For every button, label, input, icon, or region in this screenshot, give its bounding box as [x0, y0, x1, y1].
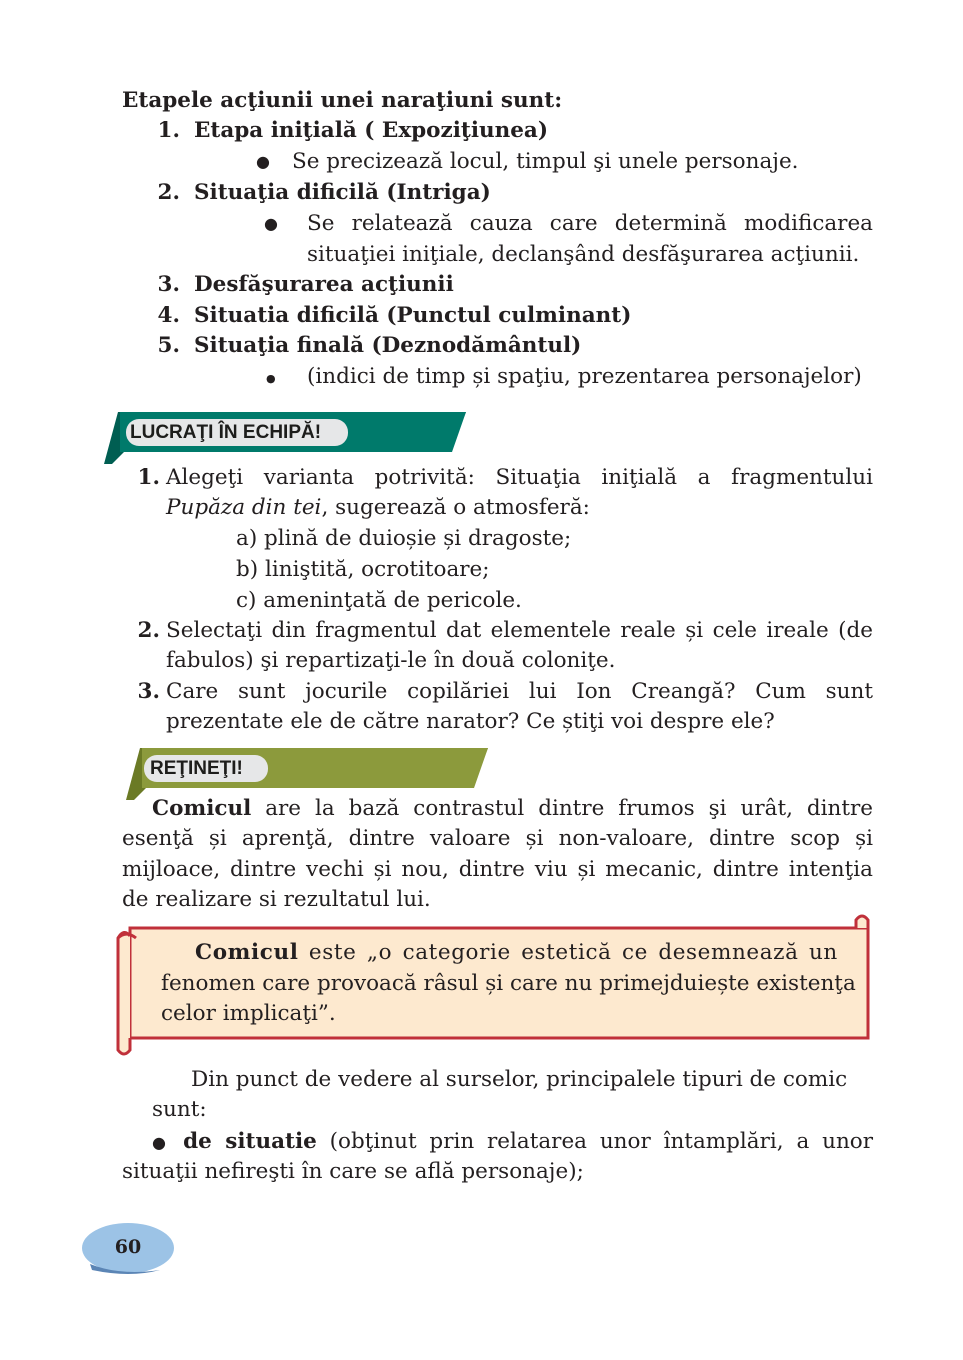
type-item: ● de situatie (obţinut prin relatarea unor întamplări, a unor — [152, 1129, 874, 1154]
type-item-line: situaţii nefireşti în care se află personaje); — [122, 1159, 584, 1184]
scroll-line: celor implicaţi”. — [161, 1001, 336, 1026]
stage-title: Situatia dificilă (Punctul culminant) — [194, 303, 632, 328]
stage-title: Situaţia finală (Deznodământul) — [194, 333, 582, 358]
exercise-text: Selectaţi din fragmentul dat elementele reale și cele ireale (de — [166, 618, 873, 643]
bullet-icon: ● — [266, 372, 276, 385]
scroll-line: Comicul este „o categorie estetică ce desemnează un — [195, 940, 838, 965]
types-intro: Din punct de vedere al surselor, principalele tipuri de comic — [191, 1067, 848, 1092]
stage-number: 4. — [157, 303, 180, 328]
definition-scroll — [116, 908, 876, 1060]
stage-title: Desfăşurarea acţiunii — [194, 272, 454, 297]
stage-number: 3. — [157, 272, 180, 297]
exercise-number: 3. — [137, 679, 160, 704]
bullet-icon: ● — [256, 152, 270, 171]
stage-bullet-text: Se relatează cauza care determină modificarea — [307, 211, 873, 236]
stage-bullet-text: (indici de timp și spaţiu, prezentarea personajelor) — [307, 364, 862, 389]
stage-bullet-text: Se precizează locul, timpul şi unele personaje. — [292, 149, 799, 174]
remember-banner-label: REŢINEŢI! — [150, 758, 243, 779]
comic-term: Comicul — [152, 796, 252, 821]
comic-paragraph-line: de realizare si rezultatul lui. — [122, 887, 431, 912]
exercise-text: Alegeţi varianta potrivită: Situaţia iniţială a fragmentului — [166, 465, 873, 490]
exercise-text: fabulos) şi repartizaţi-le în două coloniţe. — [166, 648, 616, 673]
work-title: Pupăza din tei — [166, 495, 322, 520]
comic-paragraph: Comicul are la bază contrastul dintre frumos şi urât, dintre — [152, 796, 873, 821]
bullet-icon: ● — [152, 1133, 184, 1152]
exercise-number: 2. — [137, 618, 160, 643]
stage-bullet-text: situaţiei iniţiale, declanşând desfăşurarea acţiunii. — [307, 242, 860, 267]
answer-option: a) plină de duioșie și dragoste; — [236, 526, 572, 551]
answer-option: c) ameninţată de pericole. — [236, 588, 522, 613]
stage-number: 1. — [157, 118, 180, 143]
stages-heading: Etapele acţiunii unei naraţiuni sunt: — [122, 88, 563, 113]
answer-option: b) liniştită, ocrotitoare; — [236, 557, 490, 582]
exercise-text: Pupăza din tei, sugerează o atmosferă: — [166, 495, 590, 520]
team-banner-label: LUCRAŢI ÎN ECHIPĂ! — [130, 422, 322, 443]
page-number-badge — [80, 1220, 176, 1278]
exercise-number: 1. — [137, 465, 160, 490]
team-banner — [104, 410, 474, 466]
exercise-text: Care sunt jocurile copilăriei lui Ion Creangă? Cum sunt — [166, 679, 873, 704]
types-intro: sunt: — [152, 1097, 207, 1122]
stage-number: 5. — [157, 333, 180, 358]
stage-title: Situaţia dificilă (Intriga) — [194, 180, 491, 205]
exercise-text: prezentate ele de către narator? Ce știţi voi despre ele? — [166, 709, 775, 734]
type-name: de situatie — [183, 1129, 317, 1154]
comic-paragraph-line: esenţă și aprenţă, dintre valoare și non-valoare, dintre scop și — [122, 826, 873, 851]
scroll-line: fenomen care provoacă râsul și care nu primejduiește existenţa — [161, 971, 856, 996]
page-number: 60 — [114, 1236, 142, 1258]
comic-term: Comicul — [195, 940, 299, 965]
bullet-icon: ● — [264, 214, 278, 233]
stage-number: 2. — [157, 180, 180, 205]
stage-title: Etapa iniţială ( Expoziţiunea) — [194, 118, 549, 143]
comic-paragraph-line: mijloace, dintre vechi și nou, dintre viu și mecanic, dintre intenţia — [122, 857, 873, 882]
